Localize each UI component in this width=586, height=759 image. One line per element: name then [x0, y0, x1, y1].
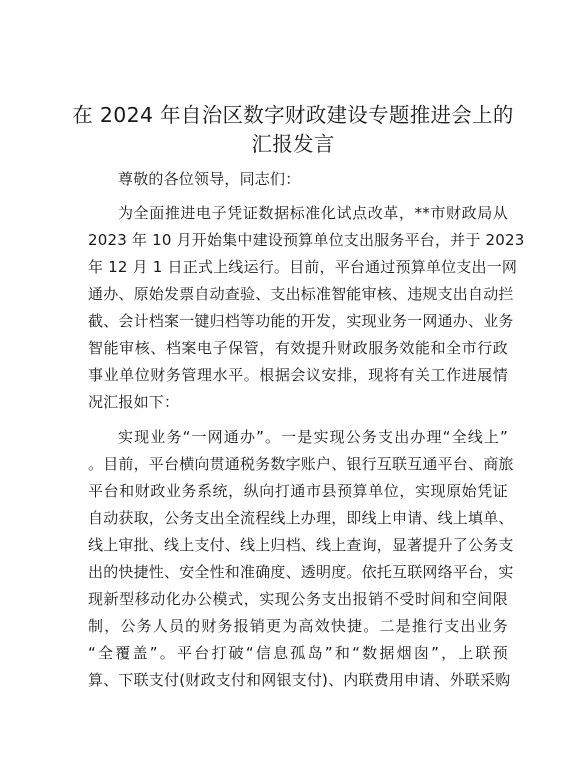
paragraph-1-line-4: 通办、原始发票自动查验、支出标准智能审核、违规支出自动拦 [88, 285, 514, 303]
paragraph-2-line-7: 现新型移动化办公模式，实现公务支出报销不受时间和空间限 [88, 590, 508, 608]
paragraph-2-line-5: 线上审批、线上支付、线上归档、线上查询，显著提升了公务支 [88, 536, 514, 554]
paragraph-1-line-1: 为全面推进电子凭证数据标准化试点改革，**市财政局从 [118, 204, 508, 222]
paragraph-2-line-3: 平台和财政业务系统，纵向打通市县预算单位，实现原始凭证 [88, 482, 508, 500]
document-title-line-1: 在 2024 年自治区数字财政建设专题推进会上的 [72, 103, 514, 127]
paragraph-2-line-2: 。目前，平台横向贯通税务数字账户、银行互联互通平台、商旅 [88, 455, 514, 473]
document-title-line-2: 汇报发言 [251, 132, 335, 156]
paragraph-1-line-5: 截、会计档案一键归档等功能的开发，实现业务一网通办、业务 [88, 312, 514, 330]
paragraph-2-line-1: 实现业务“一网通办”。一是实现公务支出办理“全线上” [118, 428, 508, 446]
paragraph-2-line-9: “全覆盖”。平台打破“信息孤岛”和“数据烟囱”，上联预 [88, 644, 508, 662]
paragraph-1-line-8: 况汇报如下： [88, 393, 180, 411]
paragraph-2-line-6: 出的快捷性、安全性和准确度、透明度。依托互联网络平台，实 [88, 563, 514, 581]
paragraph-1-line-7: 事业单位财务管理水平。根据会议安排，现将有关工作进展情 [88, 366, 508, 384]
salutation: 尊敬的各位领导，同志们： [118, 170, 301, 188]
paragraph-1-line-2: 2023 年 10 月开始集中建设预算单位支出服务平台，并于 2023 [88, 231, 525, 249]
paragraph-2-line-4: 自动获取，公务支出全流程线上办理，即线上申请、线上填单、 [88, 509, 514, 527]
paragraph-2-line-8: 制，公务人员的财务报销更为高效快捷。二是推行支出业务 [88, 617, 508, 635]
paragraph-1-line-6: 智能审核、档案电子保管，有效提升财政服务效能和全市行政 [88, 339, 508, 357]
paragraph-2-line-10: 算、下联支付(财政支付和网银支付)、内联费用申请、外联采购 [88, 671, 511, 689]
paragraph-1-line-3: 年 12 月 1 日正式上线运行。目前，平台通过预算单位支出一网 [88, 258, 518, 276]
